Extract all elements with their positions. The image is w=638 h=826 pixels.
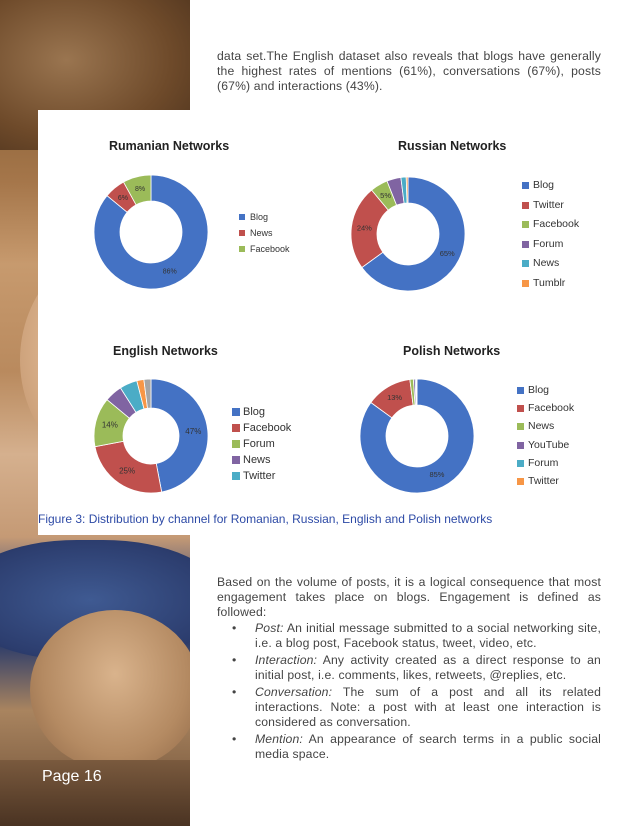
legend-item: [517, 436, 574, 454]
data-label: 65%: [439, 248, 455, 258]
legend-item: [232, 436, 291, 452]
legend-label: Twitter: [243, 470, 276, 482]
legend-swatch: [239, 230, 245, 236]
legend-item: [522, 235, 579, 255]
bullet-icon: •: [232, 621, 237, 635]
legend-item: [232, 420, 291, 436]
definition-term: Post:: [255, 621, 284, 635]
legend-label: Tumblr: [533, 276, 566, 289]
legend-swatch: [517, 460, 524, 467]
data-label: 6%: [117, 194, 129, 202]
legend-swatch: [517, 405, 524, 412]
legend-swatch: [522, 221, 529, 228]
chart-title: Polish Networks: [403, 344, 501, 358]
legend-item: [522, 215, 579, 235]
legend-swatch: [522, 260, 529, 267]
data-label: 5%: [380, 191, 392, 201]
legend-item: [522, 274, 579, 294]
legend-swatch: [232, 456, 240, 464]
legend-swatch: [232, 440, 240, 448]
data-label: 24%: [356, 223, 372, 233]
legend-label: YouTube: [528, 438, 570, 451]
legend-item: [232, 404, 291, 420]
data-label: 25%: [119, 466, 136, 476]
body-paragraph: Based on the volume of posts, it is a logical consequence that most engagement takes place on blogs. Engagement is defined as followed:: [217, 575, 601, 620]
chart-legend: [517, 381, 574, 490]
chart-russian: [319, 110, 600, 310]
chart-title: English Networks: [113, 344, 218, 358]
legend-label: Blog: [533, 179, 555, 191]
data-label: 86%: [162, 268, 177, 276]
definition-text: An initial message submitted to a social networking site, i.e. a blog post, Facebook status, tweet, video, etc.: [255, 621, 601, 650]
definition-list: [229, 621, 601, 764]
legend-label: Forum: [533, 237, 564, 250]
legend-item: [522, 196, 579, 216]
chart-polish: [319, 330, 600, 530]
legend-label: Blog: [528, 384, 550, 396]
chart-title: Rumanian Networks: [109, 139, 230, 153]
legend-item: [522, 176, 579, 196]
legend-item: [517, 454, 574, 472]
legend-item: [517, 417, 574, 435]
list-item: [229, 653, 601, 683]
legend-label: Twitter: [533, 198, 564, 211]
chart-title: Russian Networks: [398, 139, 507, 153]
legend-swatch: [522, 202, 529, 209]
page-number: Page 16: [42, 768, 102, 785]
bullet-icon: •: [232, 685, 237, 699]
legend-label: News: [528, 420, 555, 433]
chart-english: [38, 330, 308, 530]
legend-label: Blog: [243, 406, 266, 418]
data-label: 8%: [134, 186, 146, 194]
legend-swatch: [522, 241, 529, 248]
legend-swatch: [517, 478, 524, 485]
bullet-icon: •: [232, 653, 237, 667]
legend-label: Twitter: [528, 474, 559, 487]
legend-label: Facebook: [533, 218, 580, 230]
chart-legend: [232, 404, 291, 484]
legend-swatch: [239, 214, 245, 220]
list-item: [229, 685, 601, 730]
figure-caption: Figure 3: Distribution by channel for Romanian, Russian, English and Polish networks: [38, 512, 493, 526]
legend-label: Forum: [243, 438, 275, 450]
donut-slice-twitter-5: [416, 379, 417, 405]
legend-item: [239, 209, 290, 225]
bullet-icon: •: [232, 732, 237, 746]
legend-label: Facebook: [250, 244, 290, 254]
definition-text: The sum of a post and all its related interactions. Note: a post with at least one interaction is considered as conversation.: [255, 685, 601, 729]
list-item: [229, 621, 601, 651]
legend-item: [517, 381, 574, 399]
legend-item: [239, 241, 290, 257]
definition-term: Conversation:: [255, 685, 333, 699]
figure-panel: [38, 110, 600, 535]
chart-legend: [522, 176, 579, 293]
legend-swatch: [517, 387, 524, 394]
legend-swatch: [232, 408, 240, 416]
data-label: 14%: [101, 420, 118, 430]
legend-swatch: [522, 182, 529, 189]
legend-item: [522, 254, 579, 274]
intro-paragraph: data set.The English dataset also reveals that blogs have generally the highest rates of mentions (61%), conversations (67%), posts (67%) and interactions (43%).: [217, 49, 601, 94]
legend-label: Forum: [528, 456, 559, 469]
legend-swatch: [522, 280, 529, 287]
chart-legend: [239, 209, 290, 257]
definition-term: Interaction:: [255, 653, 318, 667]
list-item: [229, 732, 601, 762]
data-label: 13%: [387, 393, 403, 403]
data-label: 47%: [185, 427, 202, 437]
legend-item: [517, 399, 574, 417]
definition-text: An appearance of search terms in a public social media space.: [255, 732, 601, 761]
data-label: 85%: [429, 470, 445, 480]
legend-swatch: [517, 423, 524, 430]
legend-label: Blog: [250, 212, 269, 222]
legend-item: [232, 468, 291, 484]
legend-swatch: [517, 442, 524, 449]
legend-item: [239, 225, 290, 241]
legend-item: [517, 472, 574, 490]
legend-item: [232, 452, 291, 468]
legend-swatch: [239, 246, 245, 252]
definition-text: Any activity created as a direct response to an initial post, i.e. comments, likes, retweets, @replies, etc.: [255, 653, 601, 682]
definition-term: Mention:: [255, 732, 303, 746]
legend-label: News: [243, 454, 271, 466]
legend-label: Facebook: [243, 422, 292, 434]
legend-label: News: [533, 257, 560, 269]
legend-label: News: [250, 228, 273, 238]
chart-rumanian: [38, 110, 308, 310]
legend-label: Facebook: [528, 402, 575, 415]
legend-swatch: [232, 472, 240, 480]
legend-swatch: [232, 424, 240, 432]
